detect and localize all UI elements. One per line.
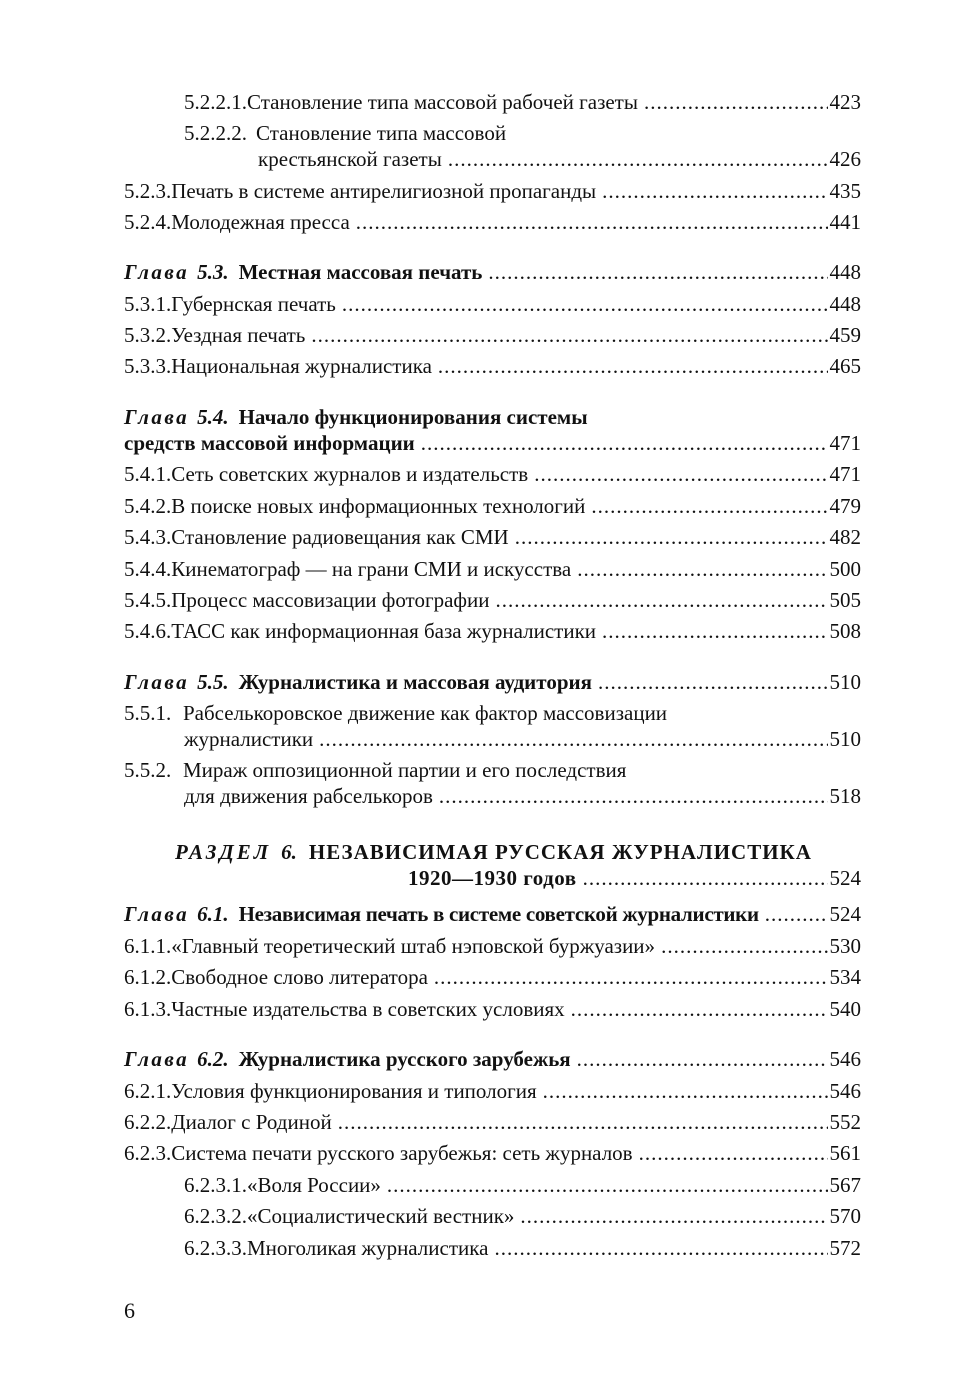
entry-title: Национальная журналистика [171,354,432,378]
chapter-heading [124,902,861,927]
entry-number: 5.4.4. [124,557,172,581]
leader-dots [644,90,828,115]
entry-title: Диалог с Родиной [171,1110,332,1134]
leader-dots [639,1141,828,1166]
entry-number: 6.2.3. [124,1141,172,1165]
entry-title: Процесс массовизации фотографии [171,588,490,612]
chapter-page: 510 [829,670,861,694]
entry-page: 508 [829,619,861,643]
entry-number: 6.2.1. [124,1079,172,1103]
toc-entry [124,1079,861,1104]
entry-title: Губернская печать [171,292,336,316]
chapter-page: 471 [829,431,861,455]
entry-title: для движения рабселькоров [184,784,433,808]
toc-entry [124,758,861,783]
toc-entry [124,1141,861,1166]
toc-entry [184,121,861,146]
entry-title: Кинематограф — на грани СМИ и искусства [171,557,572,581]
entry-number: 5.3.2. [124,323,172,347]
leader-dots [494,1236,827,1261]
chapter-heading-continued [124,431,861,456]
chapter-number: 5.4. [197,405,229,429]
toc-entry [124,557,861,582]
entry-page: 546 [829,1079,861,1103]
entry-page: 459 [829,323,861,347]
entry-page: 500 [829,557,861,581]
entry-page: 482 [829,525,861,549]
toc-entry [124,292,861,317]
chapter-page: 448 [829,260,861,284]
entry-title: «Главный теоретический штаб нэповской буржуазии» [171,934,656,958]
entry-page: 552 [829,1110,861,1134]
toc-entry [124,354,861,379]
toc-entry-continued [184,727,861,752]
leader-dots [515,525,828,550]
entry-title: ТАСС как информационная база журналистики [171,619,597,643]
leader-dots [356,210,828,235]
entry-number: 5.2.2.1. [184,90,247,114]
toc-entry [124,323,861,348]
leader-dots [319,727,827,752]
toc-entry-continued [184,784,861,809]
entry-page: 471 [829,462,861,486]
section-number: 6. [281,840,297,864]
leader-dots [520,1204,827,1229]
entry-number: 5.5.1. [124,701,172,725]
chapter-number: 5.5. [197,670,229,694]
chapter-label: Глава [124,670,190,694]
entry-page: 441 [829,210,861,234]
entry-page: 530 [829,934,861,958]
entry-page: 426 [829,147,861,171]
entry-title: Молодежная пресса [171,210,350,234]
leader-dots [602,619,827,644]
toc-entry [124,701,861,726]
entry-number: 5.4.2. [124,494,172,518]
entry-page: 448 [829,292,861,316]
leader-dots [488,260,827,285]
leader-dots [543,1079,828,1104]
entry-page: 561 [829,1141,861,1165]
entry-title: Уездная печать [171,323,306,347]
leader-dots [661,934,827,959]
entry-title: Становление типа массовой рабочей газеты [247,90,638,114]
entry-page: 567 [829,1173,861,1197]
chapter-title: Местная массовая печать [238,260,483,284]
leader-dots [387,1173,828,1198]
toc-entry [124,997,861,1022]
entry-number: 6.1.1. [124,934,172,958]
entry-number: 6.1.3. [124,997,172,1021]
section-heading [175,840,861,865]
leader-dots [342,292,828,317]
toc-entry [184,1204,861,1229]
entry-title: «Социалистический вестник» [247,1204,515,1228]
entry-number: 6.2.3.1. [184,1173,247,1197]
chapter-page: 524 [829,902,861,926]
entry-page: 570 [829,1204,861,1228]
chapter-number: 6.2. [197,1047,229,1071]
entry-number: 5.3.3. [124,354,172,378]
entry-number: 5.4.1. [124,462,172,486]
entry-page: 505 [829,588,861,612]
entry-number: 5.2.3. [124,179,172,203]
chapter-title: Журналистика русского зарубежья [238,1047,571,1071]
chapter-title: Журналистика и массовая аудитория [238,670,592,694]
entry-title: Свободное слово литератора [171,965,428,989]
chapter-heading [124,670,861,695]
chapter-label: Глава [124,405,190,429]
entry-title: Многоликая журналистика [247,1236,489,1260]
entry-title: Сеть советских журналов и издательств [171,462,529,486]
entry-title: крестьянской газеты [258,147,442,171]
chapter-label: Глава [124,260,190,284]
chapter-title: средств массовой информации [124,431,415,455]
leader-dots [338,1110,828,1135]
leader-dots [765,902,828,927]
leader-dots [439,784,828,809]
leader-dots [602,179,827,204]
entry-number: 5.4.3. [124,525,172,549]
entry-title: Становление радиовещания как СМИ [171,525,509,549]
toc-entry [124,210,861,235]
leader-dots [495,588,827,613]
entry-number: 6.2.3.2. [184,1204,247,1228]
toc-entry [124,619,861,644]
leader-dots [434,965,828,990]
entry-page: 518 [829,784,861,808]
chapter-number: 6.1. [197,902,229,926]
entry-title: В поиске новых информационных технологий [171,494,586,518]
leader-dots [311,323,827,348]
entry-page: 465 [829,354,861,378]
entry-page: 435 [829,179,861,203]
entry-number: 6.2.3.3. [184,1236,247,1260]
entry-number: 5.4.6. [124,619,172,643]
leader-dots [583,866,828,891]
leader-dots [577,557,827,582]
entry-title: Становление типа массовой [256,121,507,145]
leader-dots [571,997,828,1022]
leader-dots [448,147,828,172]
toc-entry-continued [258,147,861,172]
section-title: 1920—1930 годов [408,866,577,890]
entry-number: 5.3.1. [124,292,172,316]
entry-title: «Воля России» [247,1173,381,1197]
entry-title: Система печати русского зарубежья: сеть журналов [171,1141,633,1165]
entry-number: 6.2.2. [124,1110,172,1134]
entry-title: Печать в системе антирелигиозной пропаганды [171,179,597,203]
leader-dots [577,1047,828,1072]
section-label: РАЗДЕЛ [175,840,272,864]
toc-entry [124,179,861,204]
entry-number: 6.1.2. [124,965,172,989]
toc-entry [124,462,861,487]
entry-page: 540 [829,997,861,1021]
section-heading-continued [408,866,861,891]
entry-page: 534 [829,965,861,989]
chapter-title: Независимая печать в системе советской журналистики [238,902,759,926]
entry-title: Мираж оппозиционной партии и его последствия [183,758,627,782]
chapter-heading [124,1047,861,1072]
entry-title: Условия функционирования и типология [171,1079,537,1103]
section-title: НЕЗАВИСИМАЯ РУССКАЯ ЖУРНАЛИСТИКА [308,840,812,864]
entry-number: 5.2.2.2. [184,121,247,145]
entry-number: 5.5.2. [124,758,172,782]
entry-title: Частные издательства в советских условиях [171,997,565,1021]
chapter-title: Начало функционирования системы [238,405,588,429]
toc-entry [184,90,861,115]
chapter-label: Глава [124,1047,190,1071]
leader-dots [534,462,827,487]
toc-entry [124,1110,861,1135]
toc-entry [124,525,861,550]
toc-entry [184,1173,861,1198]
chapter-number: 5.3. [197,260,229,284]
entry-page: 479 [829,494,861,518]
toc-entry [124,588,861,613]
chapter-label: Глава [124,902,190,926]
leader-dots [598,670,828,695]
toc-entry [124,965,861,990]
entry-page: 510 [829,727,861,751]
leader-dots [591,494,827,519]
entry-title: журналистики [184,727,314,751]
leader-dots [438,354,828,379]
chapter-heading [124,405,861,430]
entry-number: 5.4.5. [124,588,172,612]
entry-page: 572 [829,1236,861,1260]
section-page: 524 [829,866,861,890]
toc-entry [184,1236,861,1261]
chapter-heading [124,260,861,285]
entry-page: 423 [829,90,861,114]
toc-entry [124,934,861,959]
leader-dots [421,431,828,456]
entry-number: 5.2.4. [124,210,172,234]
page-number: 6 [124,1298,135,1323]
toc-entry [124,494,861,519]
chapter-page: 546 [829,1047,861,1071]
entry-title: Рабселькоровское движение как фактор массовизации [183,701,668,725]
